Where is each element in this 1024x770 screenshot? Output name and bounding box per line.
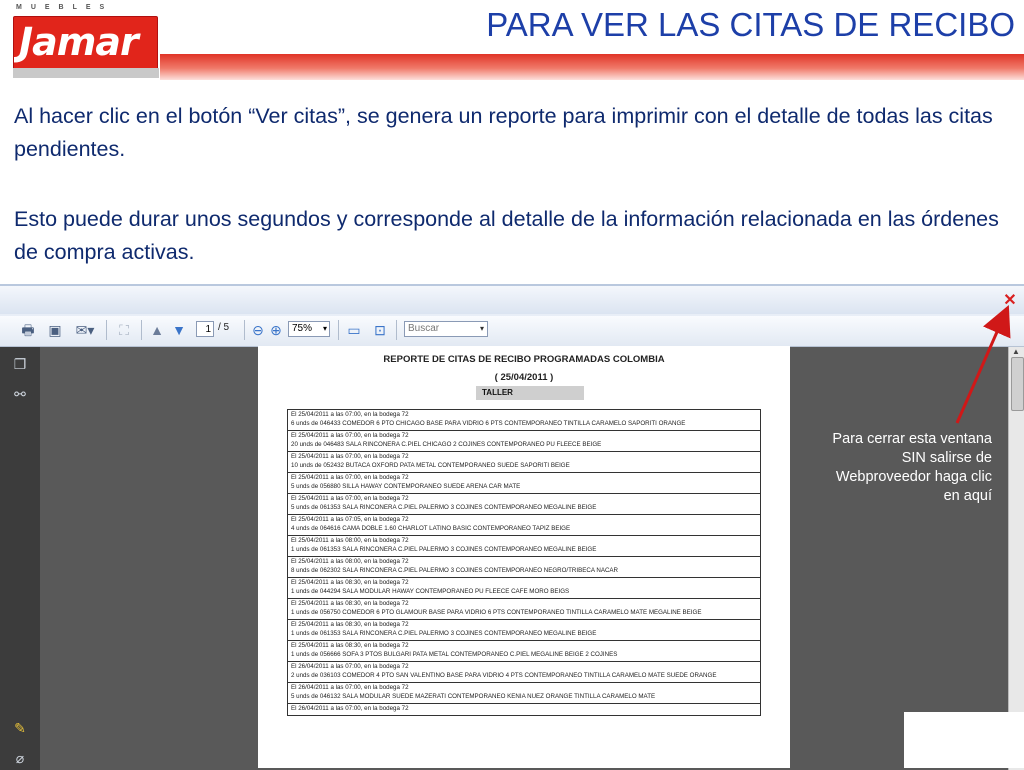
close-icon[interactable]: ✕ bbox=[1003, 292, 1017, 309]
chevron-down-icon: ▾ bbox=[322, 324, 327, 333]
table-row bbox=[287, 683, 761, 704]
row-schedule: El 26/04/2011 a las 07:00, en la bodega 72 bbox=[291, 663, 409, 670]
table-row bbox=[287, 515, 761, 536]
row-schedule: El 25/04/2011 a las 08:30, en la bodega 72 bbox=[291, 579, 409, 586]
logo-brand-text: Jamar bbox=[19, 20, 138, 64]
table-row bbox=[287, 557, 761, 578]
header-band bbox=[160, 54, 1024, 80]
comments-icon[interactable]: ✎ bbox=[14, 720, 26, 736]
page-total-label: / 5 bbox=[218, 322, 230, 333]
table-row bbox=[287, 578, 761, 599]
toolbar-separator bbox=[141, 320, 142, 340]
slide-corner bbox=[904, 712, 1024, 768]
page-number-input[interactable]: 1 bbox=[196, 321, 214, 337]
vertical-scrollbar[interactable] bbox=[1008, 347, 1024, 770]
row-schedule: El 25/04/2011 a las 08:30, en la bodega 72 bbox=[291, 642, 409, 649]
hand-tool-icon[interactable]: ⛶ bbox=[119, 322, 129, 338]
row-item: 4 unds de 064616 CAMA DOBLE 1.60 CHARLOT LATINO BASIC CONTEMPORANEO TAPIZ BEIGE bbox=[291, 525, 571, 532]
report-date: ( 25/04/2011 ) bbox=[494, 372, 554, 383]
table-row bbox=[287, 599, 761, 620]
search-input[interactable] bbox=[404, 321, 488, 337]
row-schedule: El 25/04/2011 a las 08:30, en la bodega 72 bbox=[291, 600, 409, 607]
scroll-thumb[interactable] bbox=[1011, 357, 1024, 411]
paragraph-duracion: Esto puede durar unos segundos y corresponde al detalle de la información relacionada en las órdenes de compra activas. bbox=[14, 207, 999, 264]
row-schedule: El 25/04/2011 a las 08:00, en la bodega 72 bbox=[291, 558, 409, 565]
search-placeholder: Buscar bbox=[408, 323, 440, 334]
report-table bbox=[287, 409, 761, 716]
table-row bbox=[287, 662, 761, 683]
row-schedule: El 25/04/2011 a las 08:30, en la bodega 72 bbox=[291, 621, 409, 628]
row-item: 5 unds de 061353 SALA RINCONERA C.PIEL PALERMO 3 COJINES CONTEMPORANEO MEGALINE BEIGE bbox=[291, 504, 597, 511]
zoom-value: 75% bbox=[292, 323, 313, 334]
attach-email-icon[interactable]: ✉▾ bbox=[75, 322, 95, 338]
row-schedule: El 25/04/2011 a las 07:00, en la bodega 72 bbox=[291, 432, 409, 439]
logo-top-text: MUEBLES bbox=[16, 4, 114, 11]
navigation-panel bbox=[0, 347, 40, 770]
table-row bbox=[287, 704, 761, 716]
row-schedule: El 25/04/2011 a las 07:00, en la bodega 72 bbox=[291, 453, 409, 460]
zoom-out-icon[interactable]: ⊖ bbox=[252, 322, 264, 338]
row-item: 1 unds de 056750 COMEDOR 6 PTO GLAMOUR BASE PARA VIDRIO 6 PTS CONTEMPORANEO TINTILLA CARAMELO MATE MEGALINE BEIGE bbox=[291, 609, 702, 616]
row-item: 1 unds de 061353 SALA RINCONERA C.PIEL PALERMO 3 COJINES CONTEMPORANEO MEGALINE BEIGE bbox=[291, 630, 597, 637]
jamar-logo bbox=[10, 4, 158, 78]
table-row bbox=[287, 494, 761, 515]
row-schedule: El 25/04/2011 a las 07:00, en la bodega 72 bbox=[291, 495, 409, 502]
row-item: 5 unds de 046132 SALA MODULAR SUEDE MAZERATI CONTEMPORANEO KENIA NUEZ ORANGE TINTILLA CARAMELO MATE bbox=[291, 693, 656, 700]
row-schedule: El 26/04/2011 a las 07:00, en la bodega 72 bbox=[291, 684, 409, 691]
row-item: 10 unds de 052432 BUTACA OXFORD PATA METAL CONTEMPORANEO SUEDE SAPORITI BEIGE bbox=[291, 462, 570, 469]
previous-page-icon[interactable]: ▲ bbox=[150, 322, 164, 338]
zoom-in-icon[interactable]: ⊕ bbox=[270, 322, 282, 338]
table-row bbox=[287, 620, 761, 641]
pages-icon[interactable]: ❐ bbox=[13, 356, 27, 372]
row-item: 20 unds de 046483 SALA RINCONERA C.PIEL CHICAGO 2 COJINES CONTEMPORANEO PU FLEECE BEIGE bbox=[291, 441, 602, 448]
report-title: REPORTE DE CITAS DE RECIBO PROGRAMADAS COLOMBIA bbox=[383, 354, 665, 365]
binoculars-icon[interactable]: ⚯ bbox=[14, 386, 26, 402]
table-row bbox=[287, 473, 761, 494]
row-schedule: El 26/04/2011 a las 07:00, en la bodega 72 bbox=[291, 705, 409, 712]
next-page-icon[interactable]: ▼ bbox=[172, 322, 186, 338]
report-category: TALLER bbox=[476, 386, 584, 400]
attachments-icon[interactable]: ⌀ bbox=[15, 750, 25, 766]
row-item: 6 unds de 046433 COMEDOR 6 PTO CHICAGO BASE PARA VIDRIO 6 PTS CONTEMPORANEO TINTILLA CARAMELO SAPORITI ORANGE bbox=[291, 420, 686, 427]
toolbar-separator bbox=[338, 320, 339, 340]
viewer-title-bar bbox=[0, 286, 1024, 314]
row-item: 2 unds de 036103 COMEDOR 4 PTO SAN VALENTINO BASE PARA VIDRIO 4 PTS CONTEMPORANEO TINTILLA CARAMELO MATE SUEDE ORANGE bbox=[291, 672, 717, 679]
table-row bbox=[287, 431, 761, 452]
report-page bbox=[258, 346, 790, 768]
row-schedule: El 25/04/2011 a las 07:00, en la bodega 72 bbox=[291, 474, 409, 481]
row-schedule: El 25/04/2011 a las 07:00, en la bodega 72 bbox=[291, 411, 409, 418]
toolbar-separator bbox=[396, 320, 397, 340]
save-icon[interactable]: ▣ bbox=[48, 322, 62, 338]
row-schedule: El 25/04/2011 a las 08:00, en la bodega 72 bbox=[291, 537, 409, 544]
row-item: 5 unds de 056880 SILLA HAWAY CONTEMPORANEO SUEDE ARENA CAR MATE bbox=[291, 483, 521, 490]
paragraph-ver-citas: Al hacer clic en el botón “Ver citas”, se genera un reporte para imprimir con el detalle de todas las citas pendientes. bbox=[14, 104, 993, 161]
logo-badge bbox=[13, 16, 158, 70]
logo-underline bbox=[13, 68, 159, 78]
table-row bbox=[287, 452, 761, 473]
toolbar-separator bbox=[244, 320, 245, 340]
fit-page-icon[interactable]: ⊡ bbox=[374, 322, 386, 338]
zoom-select[interactable] bbox=[288, 321, 330, 337]
row-schedule: El 25/04/2011 a las 07:05, en la bodega 72 bbox=[291, 516, 409, 523]
close-annotation: Para cerrar esta ventana SIN salirse de Webproveedor haga clic en aquí bbox=[832, 431, 992, 504]
chevron-down-icon: ▾ bbox=[479, 324, 484, 333]
row-item: 1 unds de 044294 SALA MODULAR HAWAY CONTEMPORANEO PU FLEECE CAFE MORO BEIGS bbox=[291, 588, 570, 595]
row-item: 1 unds de 056666 SOFA 3 PTOS BULGARI PATA METAL CONTEMPORANEO C.PIEL MEGALINE BEIGE 2 COJINES bbox=[291, 651, 618, 658]
toolbar-separator bbox=[106, 320, 107, 340]
slide-title: PARA VER LAS CITAS DE RECIBO bbox=[486, 6, 1015, 43]
table-row bbox=[287, 641, 761, 662]
row-item: 8 unds de 062302 SALA RINCONERA C.PIEL PALERMO 3 COJINES CONTEMPORANEO NEGRO/TRIBECA NACAR bbox=[291, 567, 619, 574]
table-row bbox=[287, 536, 761, 557]
viewer-toolbar bbox=[0, 316, 1024, 347]
row-item: 1 unds de 061353 SALA RINCONERA C.PIEL PALERMO 3 COJINES CONTEMPORANEO MEGALINE BEIGE bbox=[291, 546, 597, 553]
scroll-up-icon[interactable]: ▲ bbox=[1012, 347, 1020, 356]
fit-width-icon[interactable]: ▭ bbox=[347, 322, 361, 338]
print-icon[interactable]: 🖶 bbox=[21, 322, 35, 338]
table-row bbox=[287, 410, 761, 431]
